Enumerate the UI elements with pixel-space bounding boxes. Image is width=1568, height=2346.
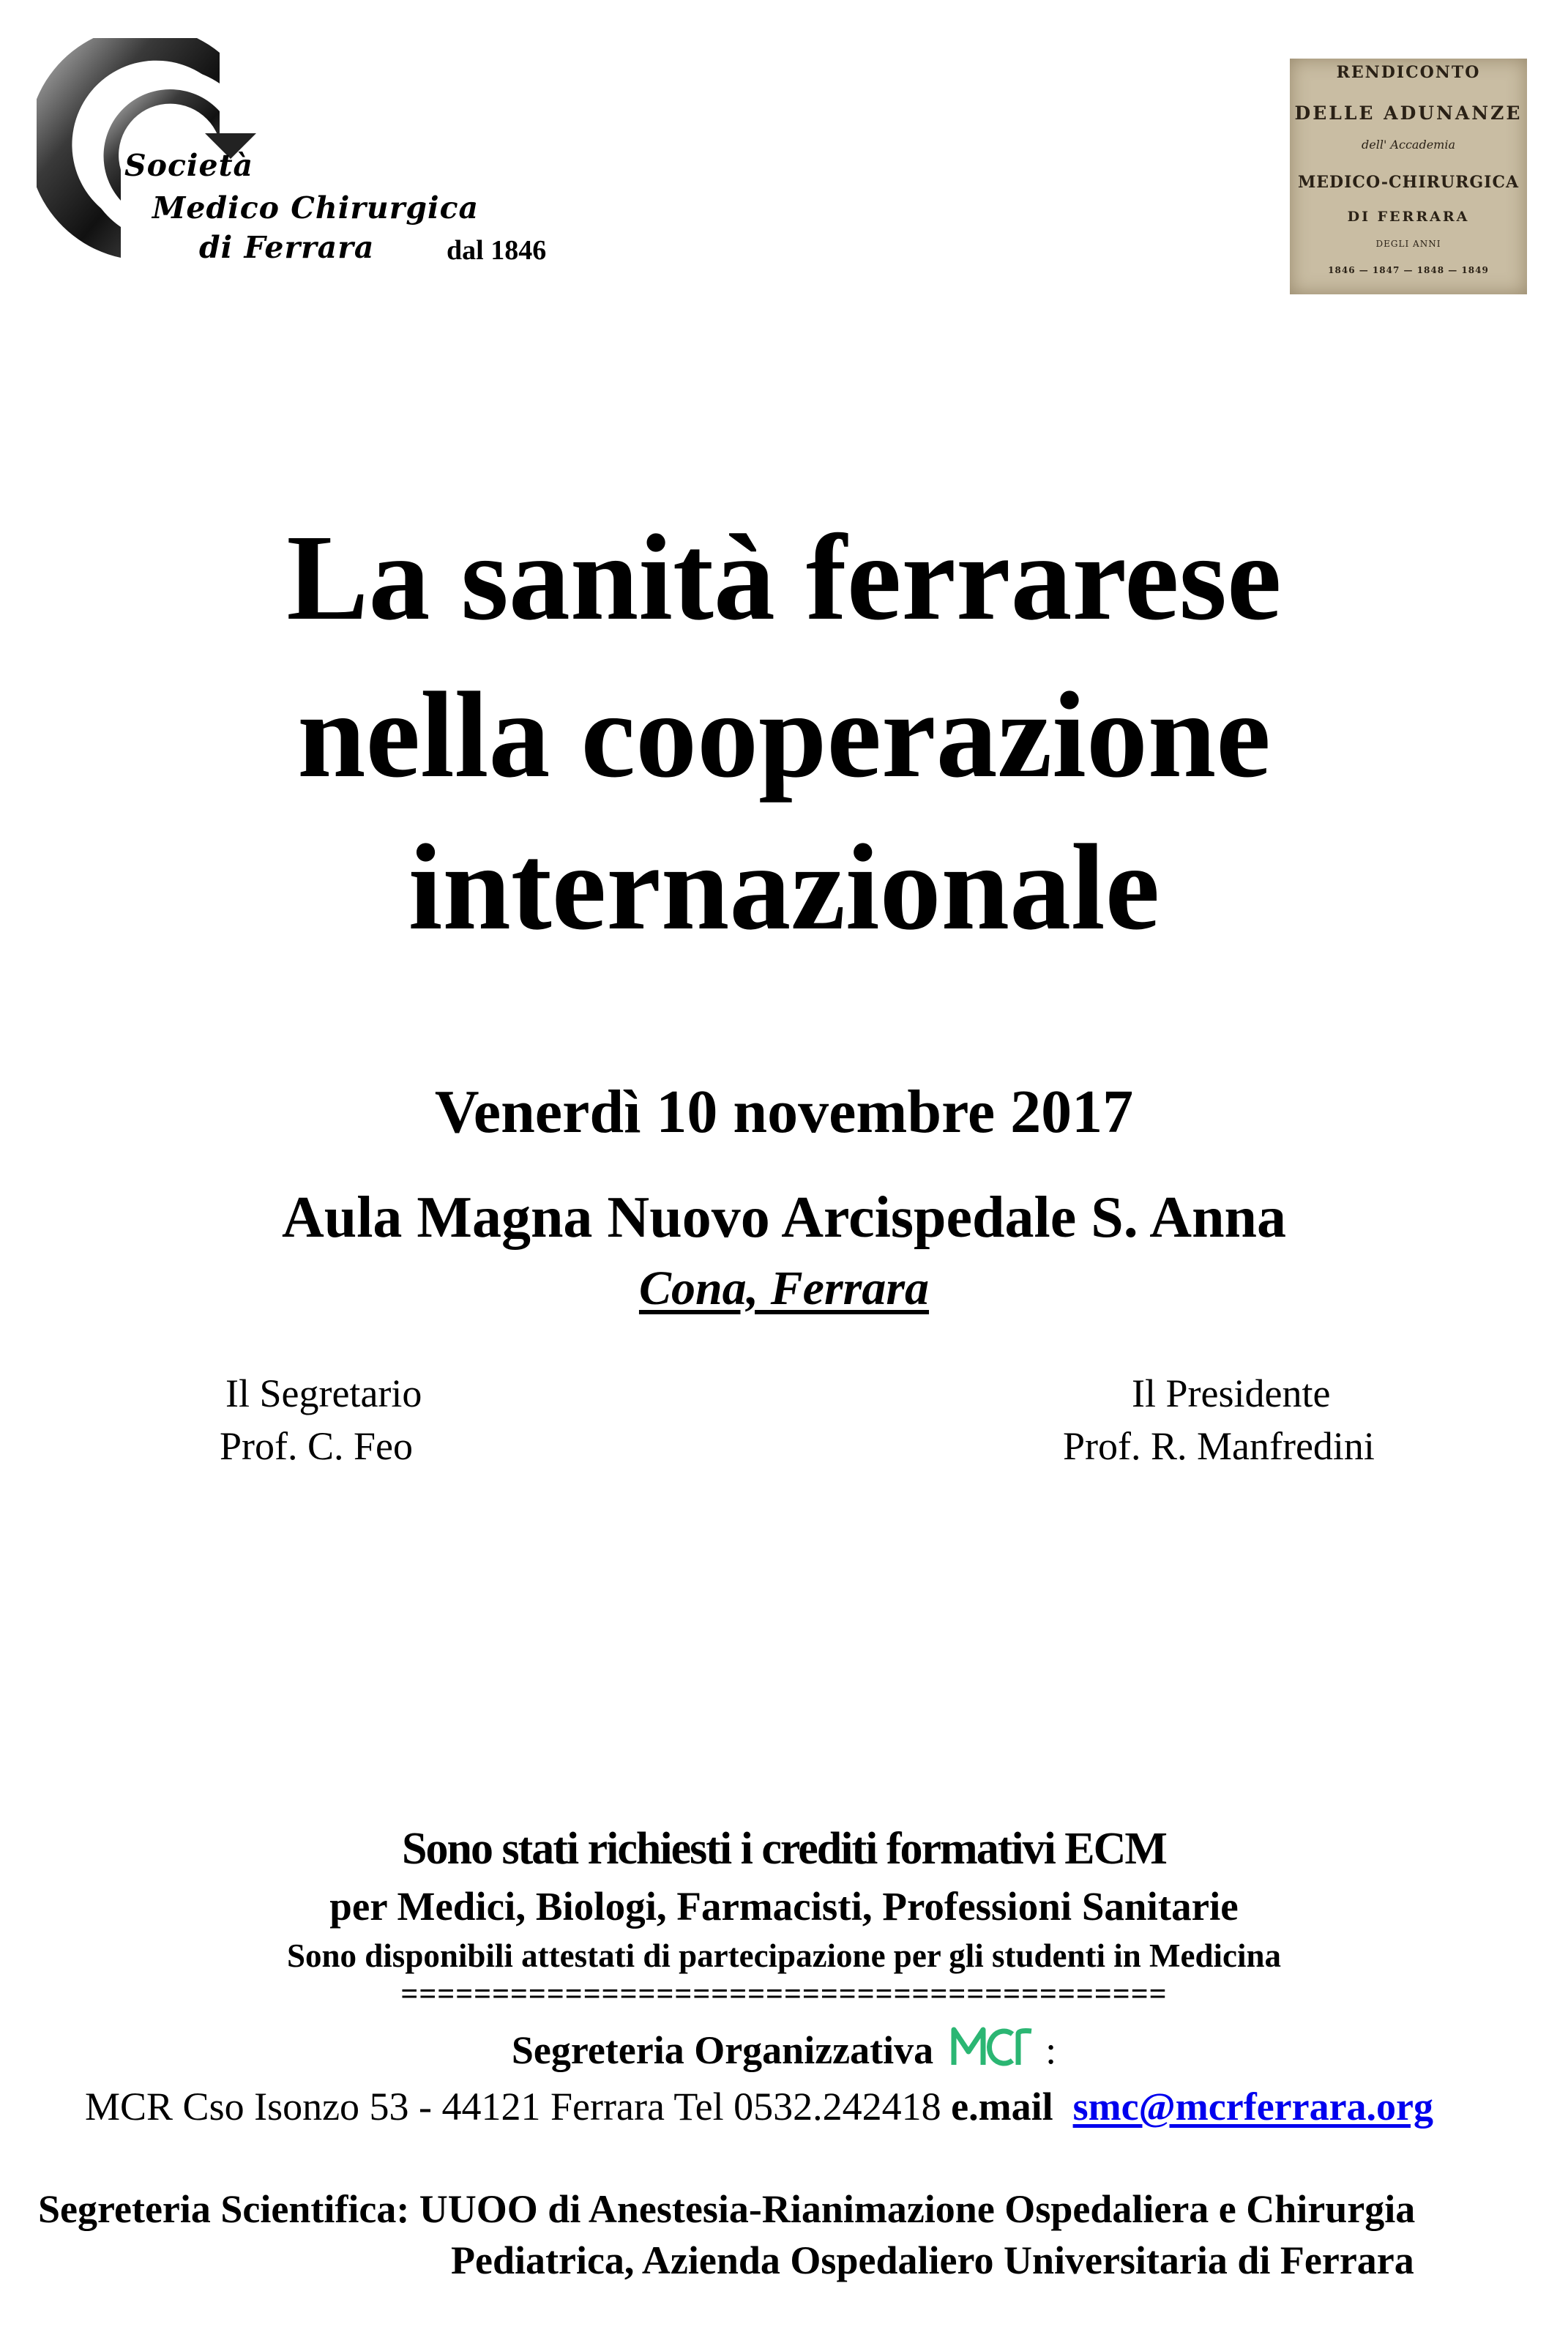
email-link[interactable]: smc@mcrferrara.org [1072, 2085, 1434, 2129]
event-venue: Aula Magna Nuovo Arcispedale S. Anna [281, 1185, 1287, 1250]
contact-address-phone: MCR Cso Isonzo 53 - 44121 Ferrara Tel 0532.242418 [85, 2085, 941, 2129]
cover-title-line: MEDICO-CHIRURGICA [1297, 173, 1520, 192]
cover-title-line: DEGLI ANNI [1375, 239, 1441, 249]
event-title-line-2: nella cooperazione [297, 667, 1271, 803]
cover-title-line: DI FERRARA [1347, 209, 1470, 225]
ecm-credits-audience: per Medici, Biologi, Farmacisti, Professioni Sanitarie [329, 1884, 1239, 1929]
president-name: Prof. R. Manfredini [1063, 1424, 1375, 1468]
secretary-name: Prof. C. Feo [220, 1424, 414, 1468]
cover-title-line: dell' Accademia [1362, 138, 1455, 152]
event-title-line-1: La sanità ferrarese [286, 510, 1282, 646]
scientific-secretariat-line-1: Segreteria Scientifica: UUOO di Anestesia-Rianimazione Ospedaliera e Chirurgia [38, 2187, 1416, 2231]
separator-line: ========================================== [400, 1978, 1168, 2011]
event-title-line-3: internazionale [408, 819, 1160, 956]
attendance-certificate-note: Sono disponibili attestati di partecipazione per gli studenti in Medicina [286, 1937, 1282, 1974]
logo-text-medico-chirurgica: Medico Chirurgica [152, 190, 479, 226]
organizing-secretariat-label: Segreteria Organizzativa [511, 2028, 934, 2072]
society-logo [37, 38, 593, 280]
scientific-secretariat-line-2: Pediatrica, Azienda Ospedaliero Universitaria di Ferrara [451, 2238, 1414, 2282]
email-label: e.mail [951, 2085, 1053, 2129]
logo-text-societa: Società [124, 148, 254, 183]
historic-book-cover [1290, 59, 1527, 294]
president-role: Il Presidente [1132, 1371, 1331, 1415]
logo-text-di-ferrara: di Ferrara [199, 230, 375, 265]
contact-line [85, 2084, 1433, 2129]
cover-title-line: RENDICONTO [1336, 63, 1481, 82]
mcr-logo-icon [949, 2022, 1036, 2068]
event-date: Venerdì 10 novembre 2017 [434, 1078, 1134, 1146]
organizing-secretariat [0, 2022, 1568, 2073]
secretary-role: Il Segretario [225, 1371, 422, 1415]
organizing-secretariat-colon: : [1045, 2028, 1057, 2072]
cover-title-line: DELLE ADUNANZE [1294, 103, 1523, 124]
event-place: Cona, Ferrara [638, 1262, 930, 1315]
cover-years: 1846 — 1847 — 1848 — 1849 [1328, 265, 1489, 275]
logo-since-text: dal 1846 [447, 235, 547, 266]
ecm-credits-heading: Sono stati richiesti i crediti formativi ECM [402, 1824, 1166, 1874]
